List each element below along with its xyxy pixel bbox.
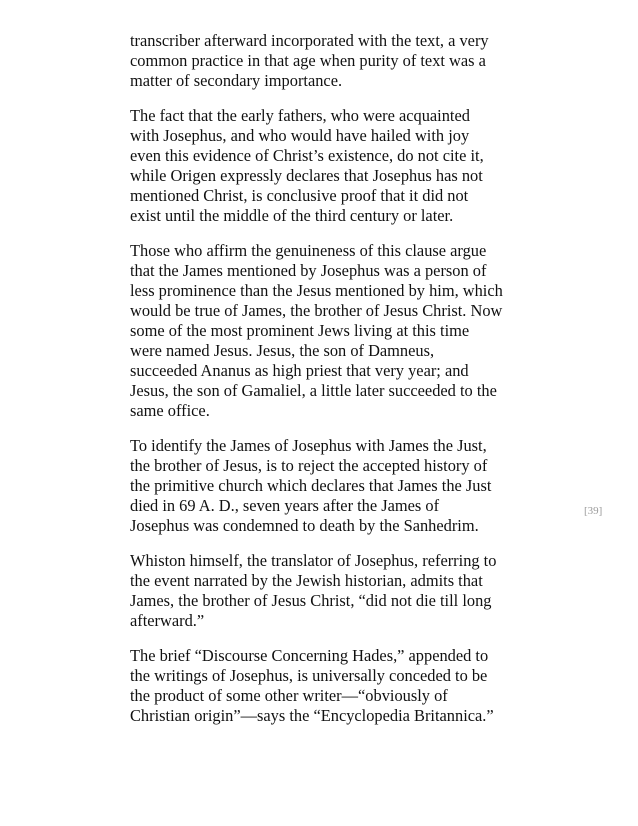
- text-line: the event narrated by the Jewish historian, admits that: [130, 571, 483, 590]
- text-line: mentioned Christ, is conclusive proof that it did not: [130, 186, 469, 205]
- text-line: afterward.”: [130, 611, 205, 630]
- text-line: the writings of Josephus, is universally conceded to be: [130, 666, 488, 685]
- text-line: while Origen expressly declares that Josephus has not: [130, 166, 483, 185]
- text-line: succeeded Ananus as high priest that very year; and: [130, 361, 469, 380]
- paragraph-2: [130, 106, 512, 226]
- text-line: James, the brother of Jesus Christ, “did not die till long: [130, 591, 492, 610]
- text-line: matter of secondary importance.: [130, 71, 343, 90]
- text-line: Christian origin”—says the “Encyclopedia Britannica.”: [130, 706, 494, 725]
- page-number: [39]: [584, 505, 603, 517]
- text-line: common practice in that age when purity of text was a: [130, 51, 486, 70]
- text-line: transcriber afterward incorporated with the text, a very: [130, 31, 489, 50]
- page-body: [130, 31, 512, 741]
- text-line: would be true of James, the brother of Jesus Christ. Now: [130, 301, 503, 320]
- text-line: the brother of Jesus, is to reject the accepted history of: [130, 456, 488, 475]
- paragraph-3: [130, 241, 512, 421]
- text-line: the product of some other writer—“obviously of: [130, 686, 448, 705]
- text-line: same office.: [130, 401, 210, 420]
- text-line: some of the most prominent Jews living at this time: [130, 321, 470, 340]
- text-line: the primitive church which declares that James the Just: [130, 476, 492, 495]
- text-line: exist until the middle of the third century or later.: [130, 206, 454, 225]
- paragraph-1: [130, 31, 512, 91]
- text-line: died in 69 A. D., seven years after the James of: [130, 496, 440, 515]
- text-line: Whiston himself, the translator of Josephus, referring to: [130, 551, 497, 570]
- text-line: Jesus, the son of Gamaliel, a little later succeeded to the: [130, 381, 497, 400]
- text-line: were named Jesus. Jesus, the son of Damneus,: [130, 341, 435, 360]
- paragraph-5: [130, 551, 512, 631]
- text-line: To identify the James of Josephus with James the Just,: [130, 436, 487, 455]
- text-line: The fact that the early fathers, who were acquainted: [130, 106, 470, 125]
- text-line: with Josephus, and who would have hailed with joy: [130, 126, 470, 145]
- text-line: that the James mentioned by Josephus was a person of: [130, 261, 487, 280]
- text-line: Those who affirm the genuineness of this clause argue: [130, 241, 487, 260]
- paragraph-6: [130, 646, 512, 726]
- text-line: even this evidence of Christ’s existence, do not cite it,: [130, 146, 484, 165]
- paragraph-4: [130, 436, 512, 536]
- text-line: Josephus was condemned to death by the Sanhedrim.: [130, 516, 479, 535]
- text-line: less prominence than the Jesus mentioned by him, which: [130, 281, 503, 300]
- text-line: The brief “Discourse Concerning Hades,” appended to: [130, 646, 489, 665]
